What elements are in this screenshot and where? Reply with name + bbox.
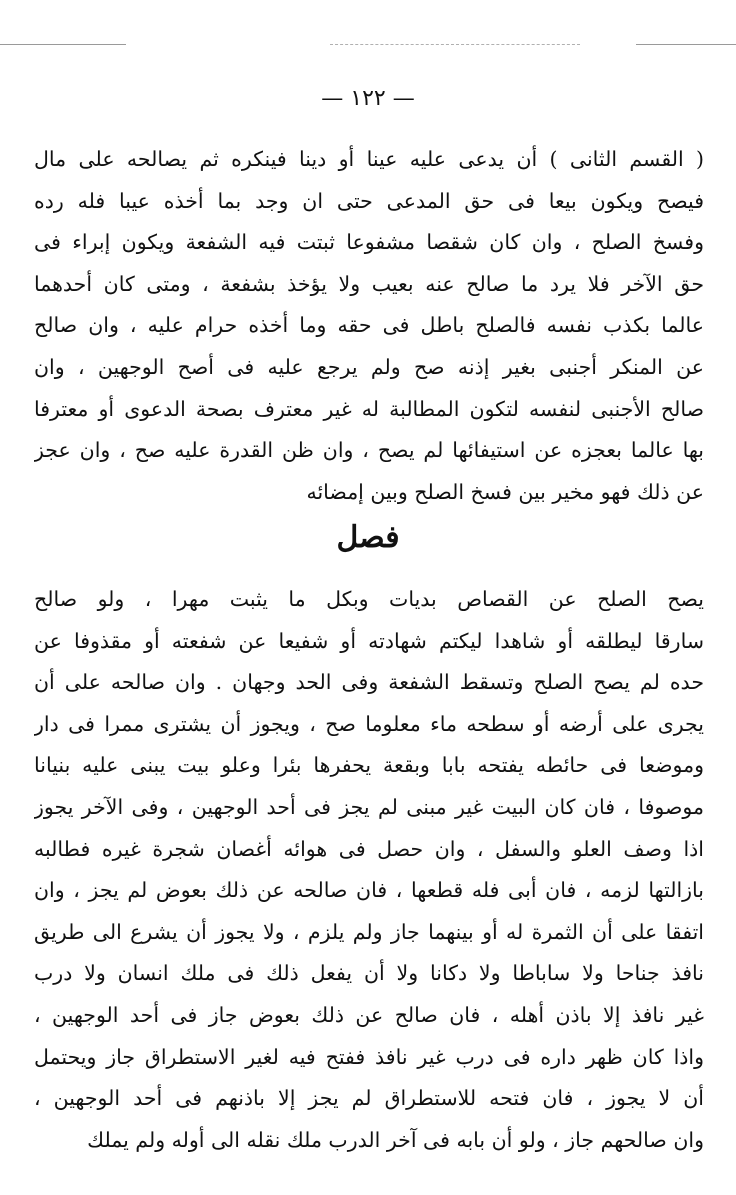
text-line: موصوفا ، فان كان البيت غير مبنى لم يجز فى أحد الوجهين ، وفى الآخر يجوز	[34, 794, 704, 819]
text-line: اتفقا على أن الثمرة له أو بينهما جاز ولم يلزم ، ولا يجوز أن يشرع الى طريق	[34, 919, 704, 944]
text-line: بازالتها لزمه ، فان أبى فله قطعها ، فان صالحه عن ذلك بعوض لم يجز ، وان	[34, 878, 704, 903]
page-number: — ١٢٢ —	[321, 86, 415, 111]
text-line: فيصح ويكون بيعا فى حق المدعى حتى ان وجد بما أخذه عيبا فله رده	[34, 188, 704, 213]
text-line: ( القسم الثانى ) أن يدعى عليه عينا أو دينا فينكره ثم يصالحه على مال	[34, 147, 704, 171]
section-1-text	[34, 139, 704, 513]
text-line: وموضعا فى حائطه يفتحه بابا وبقعة يحفرها بئرا وعلو بيت يبنى عليه بنيانا	[34, 753, 704, 778]
text-line: أن لا يجوز ، فان فتحه للاستطراق لم يجز إلا باذنهم فى أحد الوجهين ،	[34, 1086, 704, 1111]
text-line: حده لم يصح الصلح وتسقط الشفعة وفى الحد وجهان . وان صالحه على أن	[34, 670, 704, 695]
header-rule-middle	[330, 44, 580, 45]
header-rule-right	[636, 44, 736, 45]
text-line: عن ذلك فهو مخير بين فسخ الصلح وبين إمضائه	[306, 479, 704, 504]
text-line: حق الآخر فلا يرد ما صالح عنه بعيب ولا يؤخذ بشفعة ، ومتى كان أحدهما	[34, 271, 704, 296]
text-line: نافذ جناحا ولا ساباطا ولا دكانا ولا أن يفعل ذلك فى ملك انسان ولا درب	[34, 961, 704, 986]
text-line: غير نافذ إلا باذن أهله ، فان صالح عن ذلك بعوض جاز فى أحد الوجهين ،	[34, 1002, 704, 1027]
header-rule-left	[0, 44, 126, 45]
text-line: يجرى على أرضه أو سطحه ماء معلوما صح ، ويجوز أن يشترى ممرا فى دار	[34, 711, 704, 736]
section-heading: فصل	[336, 520, 400, 555]
text-line: اذا وصف العلو والسفل ، وان حصل فى هوائه أغصان شجرة غيره فطالبه	[34, 836, 704, 861]
text-line: وان صالحهم جاز ، ولو أن بابه فى آخر الدرب ملك نقله الى أوله ولم يملك	[87, 1127, 704, 1152]
text-line: عالما بكذب نفسه فالصلح باطل فى حقه وما أخذه حرام عليه ، وان صالح	[34, 313, 704, 338]
text-line: سارقا ليطلقه أو شاهدا ليكتم شهادته أو شفيعا عن شفعته أو مقذوفا عن	[34, 628, 704, 653]
text-line: وفسخ الصلح ، وان كان شقصا مشفوعا ثبتت فيه الشفعة ويكون إبراء فى	[34, 230, 704, 255]
text-line: واذا كان ظهر داره فى درب غير نافذ ففتح فيه لغير الاستطراق جاز ويحتمل	[34, 1044, 704, 1069]
section-2-text	[34, 579, 704, 1161]
text-line: بها عالما بعجزه عن استيفائها لم يصح ، وان ظن القدرة عليه صح ، وان عجز	[34, 438, 704, 463]
text-line: يصح الصلح عن القصاص بديات وبكل ما يثبت مهرا ، ولو صالح	[34, 587, 704, 611]
text-line: عن المنكر أجنبى بغير إذنه صح ولم يرجع عليه فى أصح الوجهين ، وان	[34, 354, 704, 379]
text-line: صالح الأجنبى لنفسه لتكون المطالبة له غير معترف بصحة الدعوى أو معترفا	[34, 396, 704, 421]
